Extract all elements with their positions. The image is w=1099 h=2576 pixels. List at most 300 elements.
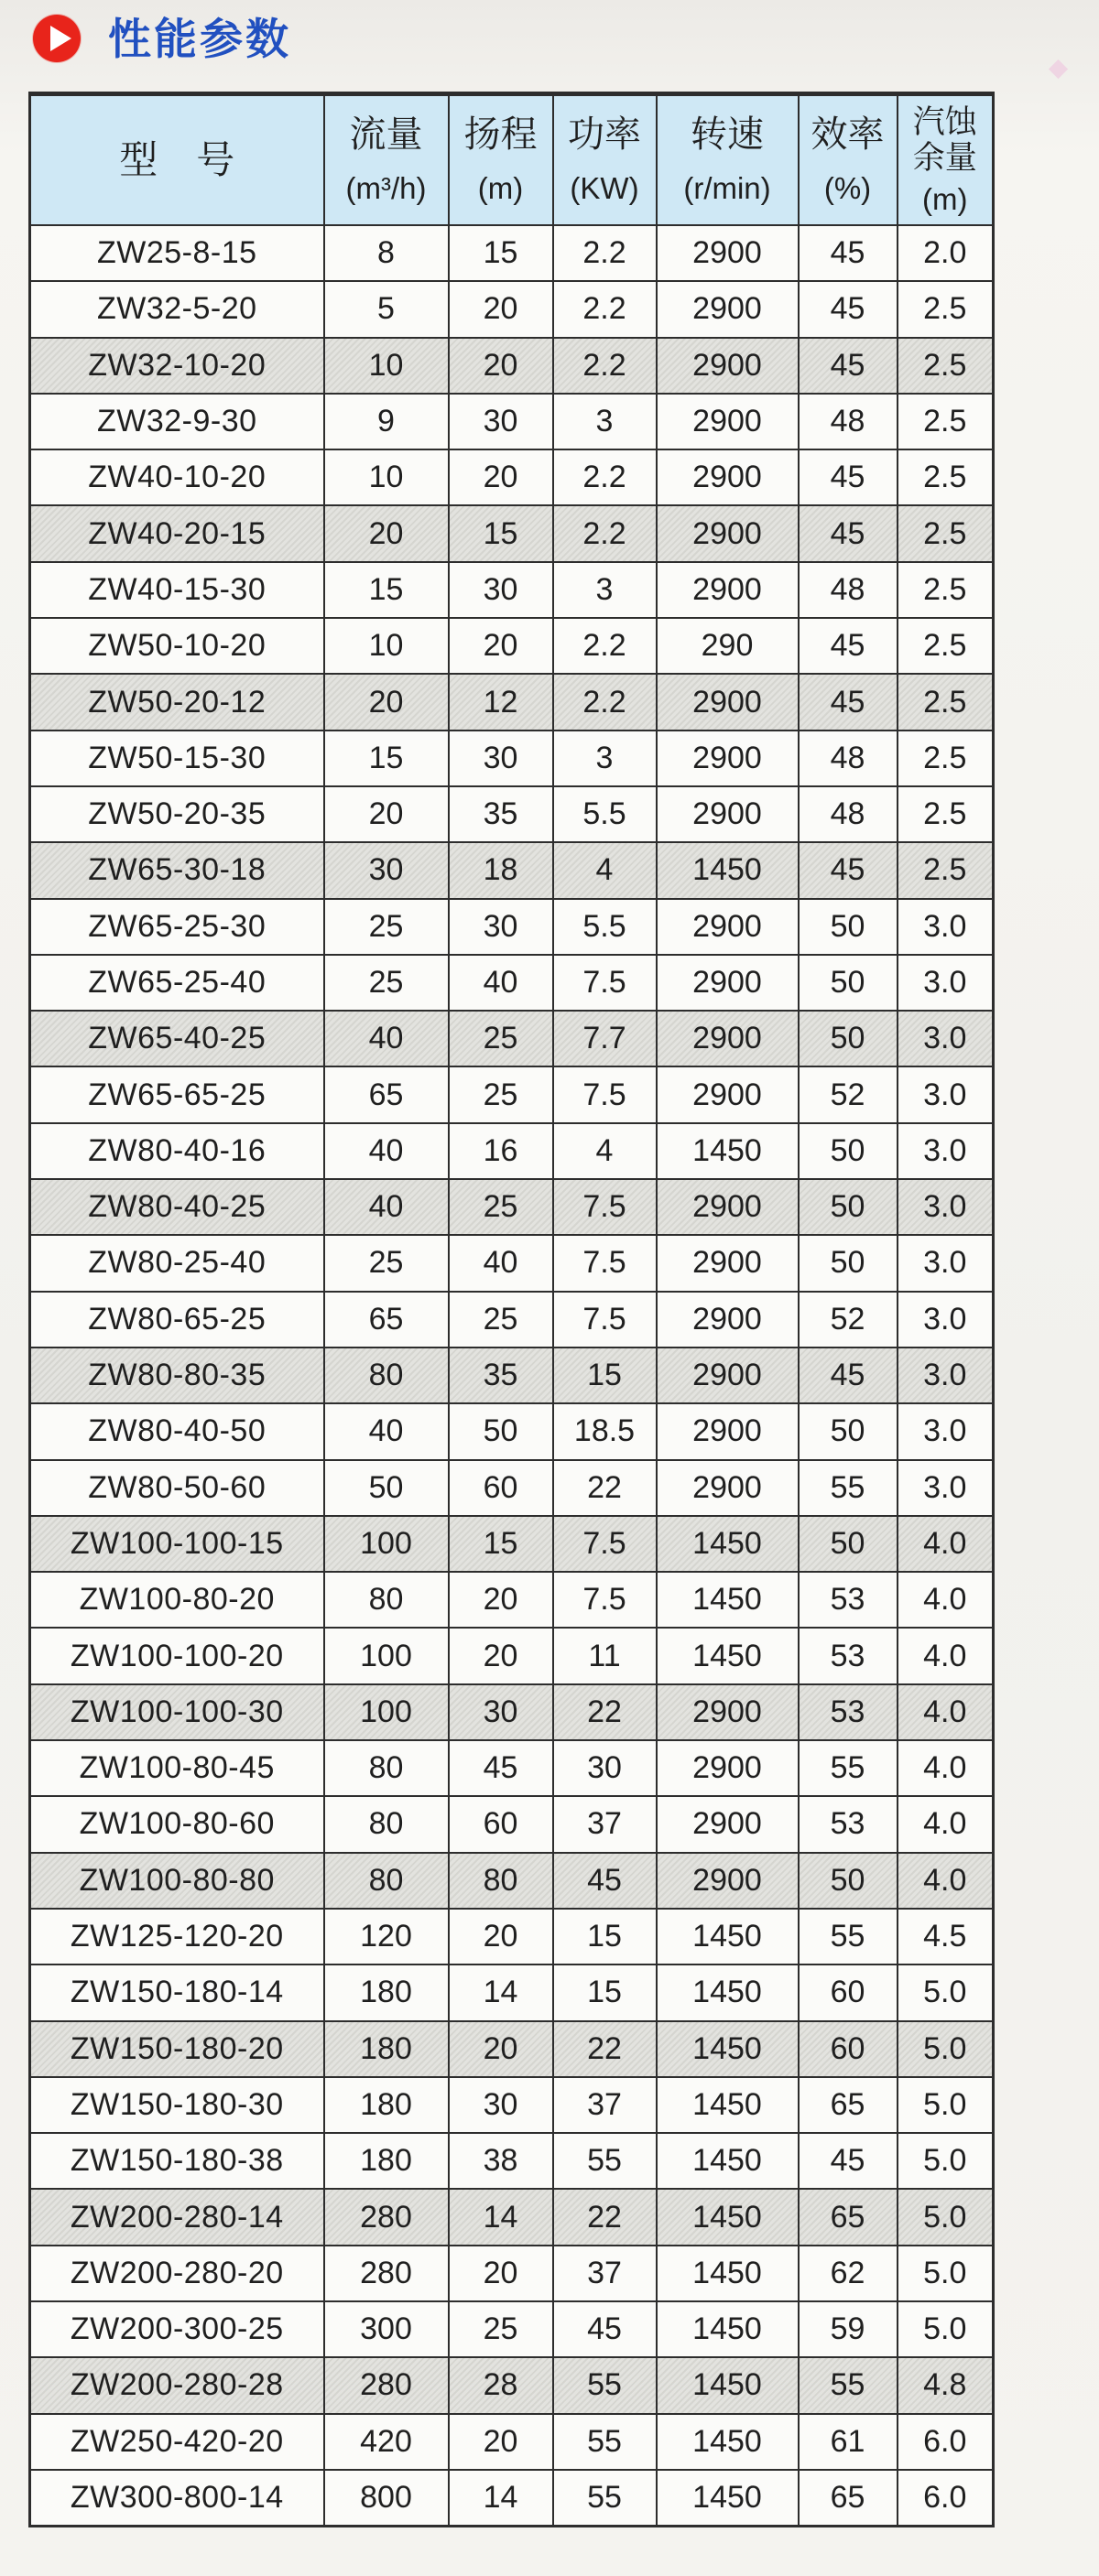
model-cell: ZW50-20-35 (30, 786, 324, 842)
value-cell: 30 (449, 899, 553, 955)
table-row (30, 1235, 994, 1291)
value-cell: 7.5 (553, 1235, 657, 1291)
value-cell: 30 (449, 731, 553, 786)
value-cell: 60 (449, 1460, 553, 1516)
value-cell: 2900 (657, 1292, 799, 1348)
value-cell: 48 (799, 394, 898, 449)
value-cell: 1450 (657, 1628, 799, 1683)
value-cell: 50 (799, 1179, 898, 1235)
value-cell: 20 (449, 449, 553, 505)
value-cell: 40 (449, 955, 553, 1011)
value-cell: 1450 (657, 1909, 799, 1964)
value-cell: 2.5 (898, 338, 994, 394)
value-cell: 45 (799, 674, 898, 730)
model-cell: ZW150-180-14 (30, 1964, 324, 2020)
value-cell: 2900 (657, 562, 799, 618)
model-cell: ZW40-15-30 (30, 562, 324, 618)
value-cell: 3.0 (898, 1123, 994, 1179)
value-cell: 45 (553, 2301, 657, 2357)
value-cell: 1450 (657, 2077, 799, 2133)
table-row (30, 505, 994, 561)
value-cell: 48 (799, 562, 898, 618)
value-cell: 180 (324, 2077, 449, 2133)
value-cell: 50 (799, 1516, 898, 1572)
value-cell: 1450 (657, 2021, 799, 2077)
value-cell: 50 (449, 1403, 553, 1459)
value-cell: 2900 (657, 731, 799, 786)
value-cell: 65 (324, 1066, 449, 1122)
value-cell: 2.0 (898, 225, 994, 281)
value-cell: 10 (324, 338, 449, 394)
value-cell: 100 (324, 1516, 449, 1572)
value-cell: 20 (449, 1572, 553, 1628)
value-cell: 45 (799, 2133, 898, 2189)
value-cell: 3.0 (898, 955, 994, 1011)
value-cell: 53 (799, 1628, 898, 1683)
value-cell: 35 (449, 1348, 553, 1403)
value-cell: 4 (553, 842, 657, 898)
value-cell: 1450 (657, 1123, 799, 1179)
table-row (30, 394, 994, 449)
value-cell: 40 (324, 1011, 449, 1066)
value-cell: 2.2 (553, 338, 657, 394)
value-cell: 65 (324, 1292, 449, 1348)
value-cell: 20 (449, 2021, 553, 2077)
play-icon (33, 15, 81, 62)
model-cell: ZW50-10-20 (30, 618, 324, 674)
table-row (30, 1011, 994, 1066)
model-cell: ZW100-80-20 (30, 1572, 324, 1628)
value-cell: 2900 (657, 1066, 799, 1122)
value-cell: 15 (324, 562, 449, 618)
table-row (30, 899, 994, 955)
value-cell: 2900 (657, 225, 799, 281)
value-cell: 22 (553, 1460, 657, 1516)
value-cell: 2900 (657, 786, 799, 842)
value-cell: 4 (553, 1123, 657, 1179)
value-cell: 800 (324, 2470, 449, 2526)
value-cell: 4.0 (898, 1572, 994, 1628)
section-title (33, 13, 1099, 64)
column-unit: (m) (922, 182, 968, 217)
model-cell: ZW50-15-30 (30, 731, 324, 786)
value-cell: 65 (799, 2470, 898, 2526)
value-cell: 55 (553, 2414, 657, 2470)
value-cell: 14 (449, 1964, 553, 2020)
model-cell: ZW200-280-20 (30, 2246, 324, 2301)
value-cell: 45 (799, 338, 898, 394)
value-cell: 2.5 (898, 842, 994, 898)
value-cell: 50 (799, 1403, 898, 1459)
value-cell: 80 (324, 1853, 449, 1909)
value-cell: 15 (553, 1909, 657, 1964)
value-cell: 2.5 (898, 394, 994, 449)
value-cell: 50 (324, 1460, 449, 1516)
value-cell: 8 (324, 225, 449, 281)
value-cell: 30 (449, 394, 553, 449)
value-cell: 52 (799, 1066, 898, 1122)
value-cell: 45 (799, 281, 898, 337)
value-cell: 100 (324, 1684, 449, 1740)
value-cell: 2900 (657, 674, 799, 730)
value-cell: 2.5 (898, 562, 994, 618)
value-cell: 55 (799, 1740, 898, 1796)
value-cell: 16 (449, 1123, 553, 1179)
value-cell: 50 (799, 1853, 898, 1909)
value-cell: 25 (449, 2301, 553, 2357)
column-label: 扬程 (463, 114, 538, 156)
table-row (30, 1740, 994, 1796)
model-cell: ZW40-20-15 (30, 505, 324, 561)
value-cell: 2900 (657, 1179, 799, 1235)
value-cell: 45 (799, 225, 898, 281)
value-cell: 20 (449, 281, 553, 337)
value-cell: 18 (449, 842, 553, 898)
value-cell: 1450 (657, 1516, 799, 1572)
table-row (30, 449, 994, 505)
table-body (30, 225, 994, 2526)
value-cell: 3 (553, 562, 657, 618)
value-cell: 3.0 (898, 899, 994, 955)
value-cell: 52 (799, 1292, 898, 1348)
value-cell: 25 (324, 899, 449, 955)
value-cell: 50 (799, 1123, 898, 1179)
value-cell: 55 (799, 2357, 898, 2413)
value-cell: 5.0 (898, 2021, 994, 2077)
play-triangle-icon (50, 26, 71, 51)
model-cell: ZW65-65-25 (30, 1066, 324, 1122)
value-cell: 2900 (657, 955, 799, 1011)
model-cell: ZW100-100-20 (30, 1628, 324, 1683)
value-cell: 10 (324, 618, 449, 674)
model-cell: ZW80-65-25 (30, 1292, 324, 1348)
value-cell: 280 (324, 2357, 449, 2413)
value-cell: 2.5 (898, 731, 994, 786)
table-row (30, 1460, 994, 1516)
value-cell: 55 (553, 2470, 657, 2526)
value-cell: 5.5 (553, 899, 657, 955)
value-cell: 55 (553, 2133, 657, 2189)
model-cell: ZW50-20-12 (30, 674, 324, 730)
value-cell: 25 (449, 1292, 553, 1348)
value-cell: 2.2 (553, 281, 657, 337)
value-cell: 30 (449, 1684, 553, 1740)
value-cell: 2.5 (898, 618, 994, 674)
value-cell: 80 (324, 1796, 449, 1852)
value-cell: 2.5 (898, 786, 994, 842)
model-cell: ZW200-300-25 (30, 2301, 324, 2357)
table-row (30, 1909, 994, 1964)
value-cell: 50 (799, 899, 898, 955)
value-cell: 45 (799, 1348, 898, 1403)
value-cell: 25 (324, 1235, 449, 1291)
value-cell: 5 (324, 281, 449, 337)
value-cell: 5.0 (898, 2077, 994, 2133)
model-cell: ZW40-10-20 (30, 449, 324, 505)
value-cell: 4.0 (898, 1628, 994, 1683)
value-cell: 30 (324, 842, 449, 898)
value-cell: 4.8 (898, 2357, 994, 2413)
value-cell: 15 (449, 505, 553, 561)
value-cell: 15 (324, 731, 449, 786)
value-cell: 20 (449, 2246, 553, 2301)
model-cell: ZW200-280-28 (30, 2357, 324, 2413)
value-cell: 6.0 (898, 2470, 994, 2526)
table-row (30, 2414, 994, 2470)
value-cell: 40 (324, 1123, 449, 1179)
table-row (30, 618, 994, 674)
value-cell: 5.0 (898, 1964, 994, 2020)
value-cell: 20 (449, 2414, 553, 2470)
value-cell: 2900 (657, 1460, 799, 1516)
table-row (30, 1628, 994, 1683)
table-row (30, 1066, 994, 1122)
table-row (30, 338, 994, 394)
value-cell: 22 (553, 1684, 657, 1740)
column-header-6 (898, 94, 994, 226)
column-header-2 (449, 94, 553, 226)
column-header-5 (799, 94, 898, 226)
column-label: 功率 (568, 114, 641, 156)
value-cell: 20 (324, 786, 449, 842)
value-cell: 2900 (657, 899, 799, 955)
value-cell: 180 (324, 2021, 449, 2077)
value-cell: 1450 (657, 2246, 799, 2301)
value-cell: 45 (799, 449, 898, 505)
value-cell: 5.0 (898, 2189, 994, 2245)
column-label: 汽蚀 余量 (912, 103, 977, 177)
value-cell: 3 (553, 394, 657, 449)
model-cell: ZW65-40-25 (30, 1011, 324, 1066)
value-cell: 2900 (657, 281, 799, 337)
model-cell: ZW150-180-38 (30, 2133, 324, 2189)
value-cell: 7.5 (553, 955, 657, 1011)
value-cell: 180 (324, 1964, 449, 2020)
value-cell: 37 (553, 1796, 657, 1852)
value-cell: 3.0 (898, 1292, 994, 1348)
value-cell: 1450 (657, 2357, 799, 2413)
value-cell: 3.0 (898, 1179, 994, 1235)
value-cell: 100 (324, 1628, 449, 1683)
value-cell: 20 (449, 1909, 553, 1964)
table-row (30, 1684, 994, 1740)
value-cell: 2.2 (553, 674, 657, 730)
value-cell: 7.5 (553, 1066, 657, 1122)
value-cell: 3.0 (898, 1348, 994, 1403)
value-cell: 20 (324, 674, 449, 730)
column-header-0 (30, 94, 324, 226)
column-unit: (r/min) (683, 171, 771, 206)
value-cell: 60 (799, 2021, 898, 2077)
model-cell: ZW80-50-60 (30, 1460, 324, 1516)
value-cell: 5.0 (898, 2246, 994, 2301)
model-cell: ZW65-25-40 (30, 955, 324, 1011)
value-cell: 55 (553, 2357, 657, 2413)
model-cell: ZW25-8-15 (30, 225, 324, 281)
model-cell: ZW80-25-40 (30, 1235, 324, 1291)
value-cell: 2900 (657, 1853, 799, 1909)
model-cell: ZW100-80-80 (30, 1853, 324, 1909)
table-row (30, 281, 994, 337)
model-cell: ZW300-800-14 (30, 2470, 324, 2526)
table-row (30, 1123, 994, 1179)
value-cell: 280 (324, 2246, 449, 2301)
value-cell: 6.0 (898, 2414, 994, 2470)
value-cell: 45 (553, 1853, 657, 1909)
model-cell: ZW100-100-30 (30, 1684, 324, 1740)
table-row (30, 731, 994, 786)
table-row (30, 1179, 994, 1235)
column-header-4 (657, 94, 799, 226)
value-cell: 1450 (657, 2133, 799, 2189)
value-cell: 80 (449, 1853, 553, 1909)
value-cell: 1450 (657, 2414, 799, 2470)
model-cell: ZW32-9-30 (30, 394, 324, 449)
value-cell: 48 (799, 786, 898, 842)
model-cell: ZW80-40-25 (30, 1179, 324, 1235)
table-row (30, 2189, 994, 2245)
table-row (30, 842, 994, 898)
value-cell: 60 (449, 1796, 553, 1852)
value-cell: 5.0 (898, 2301, 994, 2357)
value-cell: 20 (324, 505, 449, 561)
value-cell: 20 (449, 1628, 553, 1683)
value-cell: 61 (799, 2414, 898, 2470)
table-row (30, 674, 994, 730)
table-row (30, 1964, 994, 2020)
value-cell: 25 (449, 1179, 553, 1235)
value-cell: 22 (553, 2189, 657, 2245)
value-cell: 2900 (657, 505, 799, 561)
value-cell: 2.2 (553, 449, 657, 505)
value-cell: 4.0 (898, 1684, 994, 1740)
page-title: 性能参数 (108, 14, 291, 63)
value-cell: 2900 (657, 1796, 799, 1852)
value-cell: 2900 (657, 394, 799, 449)
value-cell: 7.5 (553, 1292, 657, 1348)
catalog-page (0, 13, 1099, 2576)
value-cell: 300 (324, 2301, 449, 2357)
table-row (30, 2021, 994, 2077)
table-row (30, 2357, 994, 2413)
value-cell: 62 (799, 2246, 898, 2301)
table-row (30, 1403, 994, 1459)
model-cell: ZW100-100-15 (30, 1516, 324, 1572)
value-cell: 40 (449, 1235, 553, 1291)
value-cell: 28 (449, 2357, 553, 2413)
value-cell: 59 (799, 2301, 898, 2357)
column-label: 流量 (349, 114, 423, 156)
value-cell: 37 (553, 2077, 657, 2133)
value-cell: 45 (799, 505, 898, 561)
value-cell: 35 (449, 786, 553, 842)
value-cell: 15 (553, 1348, 657, 1403)
model-cell: ZW150-180-20 (30, 2021, 324, 2077)
value-cell: 14 (449, 2470, 553, 2526)
value-cell: 18.5 (553, 1403, 657, 1459)
value-cell: 7.7 (553, 1011, 657, 1066)
column-unit: (m) (477, 171, 524, 206)
model-cell: ZW200-280-14 (30, 2189, 324, 2245)
value-cell: 2900 (657, 1740, 799, 1796)
column-unit: (m³/h) (345, 171, 427, 206)
column-label: 型 号 (119, 137, 235, 181)
table-row (30, 2301, 994, 2357)
value-cell: 37 (553, 2246, 657, 2301)
model-cell: ZW100-80-45 (30, 1740, 324, 1796)
column-header-1 (324, 94, 449, 226)
value-cell: 4.0 (898, 1740, 994, 1796)
value-cell: 65 (799, 2077, 898, 2133)
value-cell: 3.0 (898, 1403, 994, 1459)
value-cell: 4.0 (898, 1796, 994, 1852)
model-cell: ZW250-420-20 (30, 2414, 324, 2470)
value-cell: 3.0 (898, 1066, 994, 1122)
value-cell: 7.5 (553, 1572, 657, 1628)
value-cell: 3 (553, 731, 657, 786)
value-cell: 1450 (657, 2301, 799, 2357)
model-cell: ZW80-80-35 (30, 1348, 324, 1403)
value-cell: 2.5 (898, 674, 994, 730)
value-cell: 2.5 (898, 505, 994, 561)
value-cell: 20 (449, 618, 553, 674)
column-header-3 (553, 94, 657, 226)
value-cell: 38 (449, 2133, 553, 2189)
value-cell: 420 (324, 2414, 449, 2470)
value-cell: 53 (799, 1684, 898, 1740)
column-unit: (KW) (570, 171, 639, 206)
table-row (30, 2470, 994, 2526)
value-cell: 2.2 (553, 618, 657, 674)
value-cell: 4.0 (898, 1516, 994, 1572)
table-row (30, 1796, 994, 1852)
table-row (30, 2077, 994, 2133)
value-cell: 48 (799, 731, 898, 786)
column-unit: (%) (823, 171, 872, 206)
model-cell: ZW65-30-18 (30, 842, 324, 898)
value-cell: 9 (324, 394, 449, 449)
table-row (30, 225, 994, 281)
value-cell: 5.0 (898, 2133, 994, 2189)
value-cell: 12 (449, 674, 553, 730)
value-cell: 3.0 (898, 1460, 994, 1516)
table-row (30, 786, 994, 842)
value-cell: 2900 (657, 1011, 799, 1066)
value-cell: 53 (799, 1796, 898, 1852)
table-row (30, 1292, 994, 1348)
value-cell: 55 (799, 1909, 898, 1964)
value-cell: 1450 (657, 1572, 799, 1628)
value-cell: 11 (553, 1628, 657, 1683)
value-cell: 15 (449, 1516, 553, 1572)
value-cell: 2.2 (553, 505, 657, 561)
model-cell: ZW65-25-30 (30, 899, 324, 955)
value-cell: 2.5 (898, 281, 994, 337)
value-cell: 7.5 (553, 1179, 657, 1235)
value-cell: 53 (799, 1572, 898, 1628)
value-cell: 15 (449, 225, 553, 281)
value-cell: 60 (799, 1964, 898, 2020)
value-cell: 2900 (657, 1684, 799, 1740)
value-cell: 40 (324, 1403, 449, 1459)
value-cell: 10 (324, 449, 449, 505)
model-cell: ZW32-5-20 (30, 281, 324, 337)
value-cell: 15 (553, 1964, 657, 2020)
value-cell: 45 (799, 618, 898, 674)
model-cell: ZW150-180-30 (30, 2077, 324, 2133)
value-cell: 180 (324, 2133, 449, 2189)
value-cell: 1450 (657, 2470, 799, 2526)
